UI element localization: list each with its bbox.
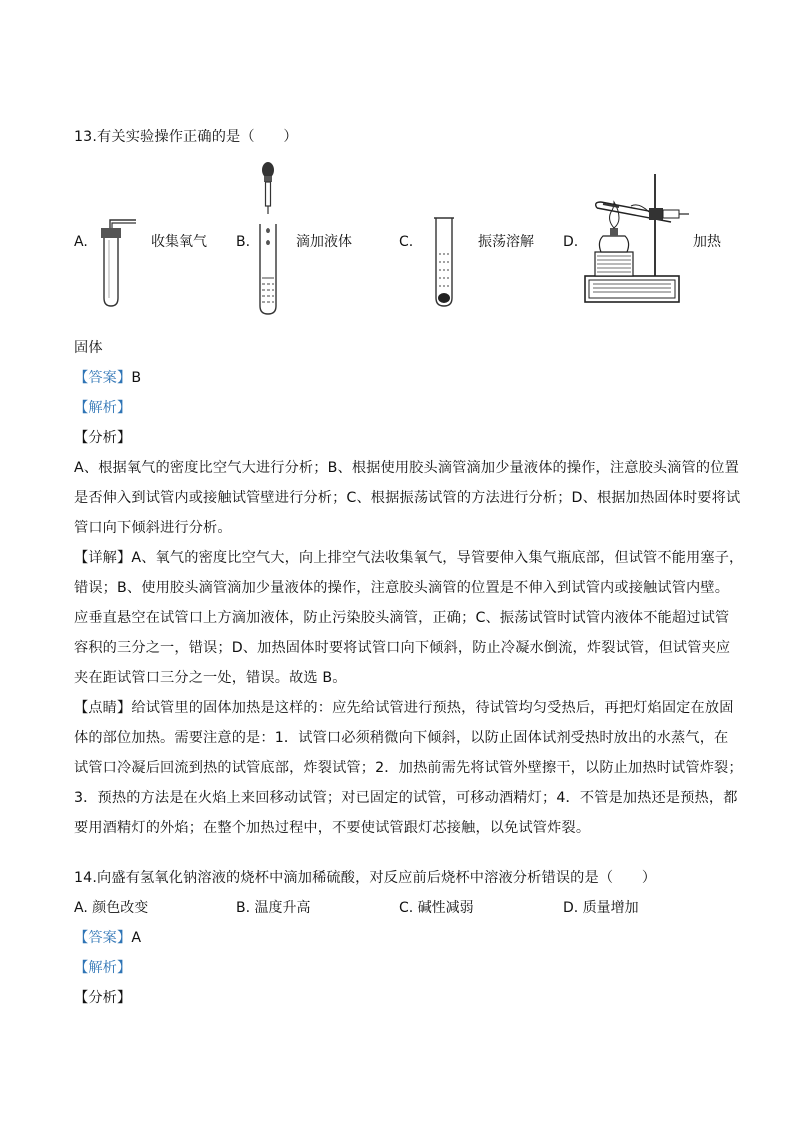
q13-dianjing-line <box>74 698 734 718</box>
q14-option-c-text: 碱性减弱 <box>417 900 474 916</box>
jiexi-tag: 【解析】 <box>74 400 132 416</box>
q14-option-c <box>399 898 474 918</box>
q14-option-d-letter: D. <box>563 900 579 916</box>
q14-option-d <box>563 898 639 918</box>
q13-fenxi-line: 是否伸入到试管内或接触试管壁进行分析；C、根据振荡试管的方法进行分析；D、根据加热固体时要将试 <box>74 490 741 506</box>
q14-option-d-text: 质量增加 <box>582 900 639 916</box>
q13-answer <box>74 368 734 388</box>
q14-fenxi-tag: 【分析】 <box>74 990 132 1006</box>
xiangjie-tag: 【详解】 <box>74 550 132 566</box>
answer-tag: 【答案】 <box>74 930 132 946</box>
q14-option-a-text: 颜色改变 <box>92 900 149 916</box>
q13-option-a-letter: A. <box>74 234 88 250</box>
q14-jiexi <box>74 958 734 978</box>
answer-value: B <box>131 370 142 386</box>
answer-tag: 【答案】 <box>74 370 132 386</box>
q13-dianjing-line: 3．预热的方法是在火焰上来回移动试管；对已固定的试管，可移动酒精灯；4．不管是加热还是预热，都 <box>74 790 738 806</box>
q13-fenxi-line: 管口向下倾斜进行分析。 <box>74 520 232 536</box>
dianjing-text: 给试管里的固体加热是这样的：应先给试管进行预热，待试管均匀受热后，再把灯焰固定在放固 <box>131 700 734 716</box>
heating-solid-apparatus-figure <box>583 172 693 306</box>
q14-option-b-letter: B. <box>236 900 251 916</box>
q13-option-d-letter: D. <box>563 234 579 250</box>
jiexi-tag: 【解析】 <box>74 960 132 976</box>
q13-dianjing-line: 要用酒精灯的外焰；在整个加热过程中，不要使试管跟灯芯接触，以免试管炸裂。 <box>74 820 591 836</box>
q14-stem: 14.向盛有氢氧化钠溶液的烧杯中滴加稀硫酸，对反应前后烧杯中溶液分析错误的是（ ） <box>74 870 657 886</box>
q13-option-b-letter: B. <box>236 234 251 250</box>
q14-option-c-letter: C. <box>399 900 414 916</box>
q14-option-b <box>236 898 311 918</box>
q14-answer <box>74 928 734 948</box>
q13-xiangjie-line: 错误；B、使用胶头滴管滴加少量液体的操作，注意胶头滴管的位置是不伸入到试管内或接触试管内壁。 <box>74 580 730 596</box>
q13-xiangjie-line: 容积的三分之一，错误；D、加热固体时要将试管口向下倾斜，防止冷凝水倒流，炸裂试管，但试管夹应 <box>74 640 731 656</box>
q14-option-b-text: 温度升高 <box>254 900 311 916</box>
q13-fenxi-tag: 【分析】 <box>74 430 132 446</box>
q13-jiexi <box>74 398 734 418</box>
q13-option-c-text: 振荡溶解 <box>478 234 534 250</box>
dropper-add-liquid-figure <box>253 160 283 316</box>
q14-option-a-letter: A. <box>74 900 88 916</box>
dianjing-tag: 【点睛】 <box>74 700 132 716</box>
q13-xiangjie-line <box>74 548 744 568</box>
q13-option-d-text: 加热 <box>693 234 721 250</box>
q13-option-c-letter: C. <box>399 234 414 250</box>
q13-option-d-wrap: 固体 <box>74 340 103 356</box>
q13-xiangjie-line: 应垂直悬空在试管口上方滴加液体，防止污染胶头滴管，正确；C、振荡试管时试管内液体不能超过试管 <box>74 610 730 626</box>
q13-stem: 13.有关实验操作正确的是（ ） <box>74 129 298 145</box>
q13-fenxi-line: A、根据氧气的密度比空气大进行分析；B、根据使用胶头滴管滴加少量液体的操作，注意胶头滴管的位置 <box>74 460 739 476</box>
answer-value: A <box>131 930 142 946</box>
q13-option-a-text: 收集氧气 <box>151 234 207 250</box>
test-tube-shake-dissolve-figure <box>429 214 459 310</box>
test-tube-collect-oxygen-figure <box>98 218 140 310</box>
xiangjie-text: A、氧气的密度比空气大，向上排空气法收集氧气，导管要伸入集气瓶底部，但试管不能用塞子， <box>131 550 744 566</box>
q13-option-b-text: 滴加液体 <box>296 234 352 250</box>
q14-option-a <box>74 898 148 918</box>
q13-dianjing-line: 试管口冷凝后回流到热的试管底部，炸裂试管；2．加热前需先将试管外壁擦干，以防止加热时试管炸裂； <box>74 760 743 776</box>
q13-dianjing-line: 体的部位加热。需要注意的是：1．试管口必须稍微向下倾斜，以防止固体试剂受热时放出的水蒸气，在 <box>74 730 729 746</box>
q13-xiangjie-line: 夹在距试管口三分之一处，错误。故选 B。 <box>74 670 347 686</box>
